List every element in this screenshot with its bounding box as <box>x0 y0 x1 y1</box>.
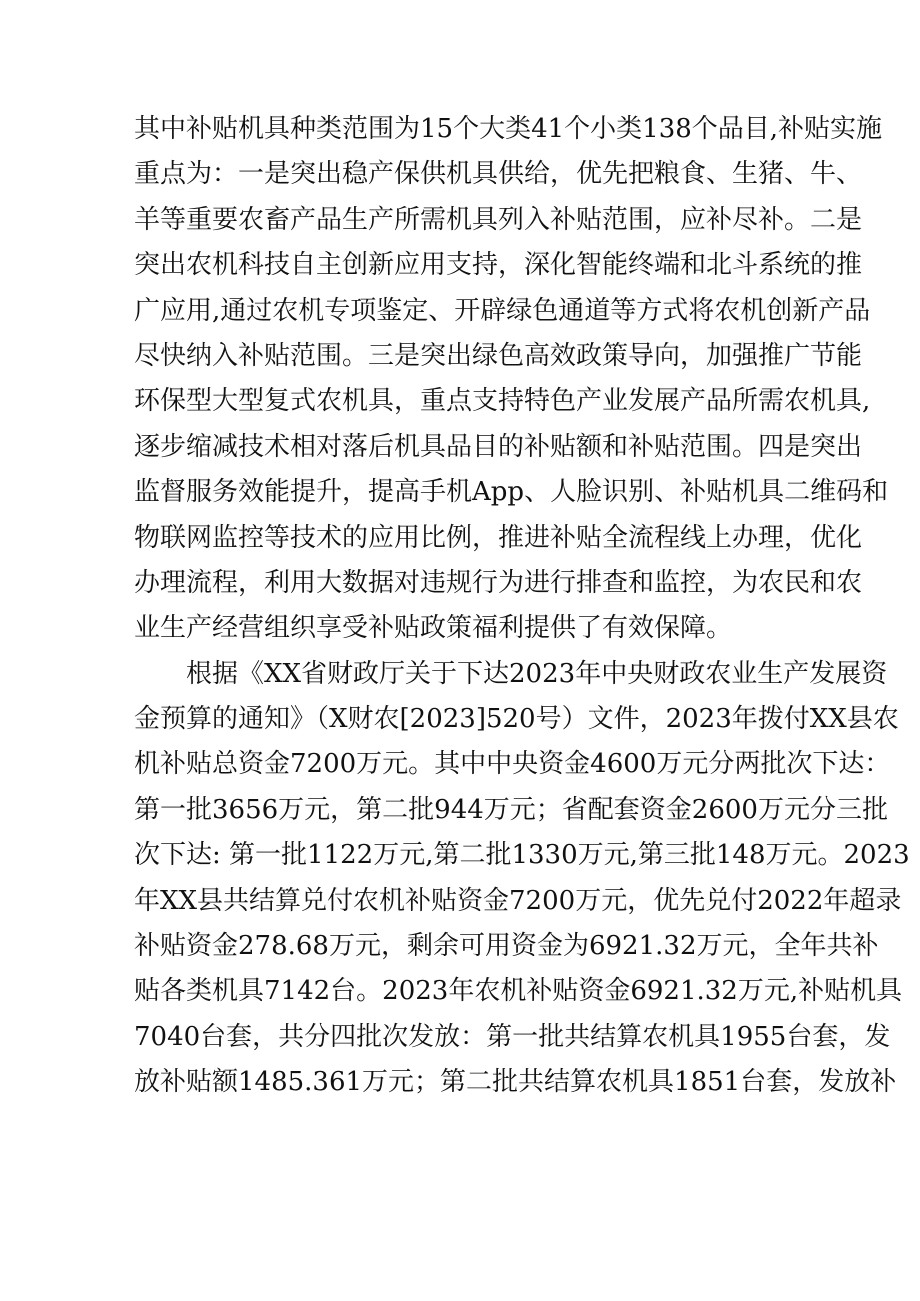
text-line: 广应用,通过农机专项鉴定、开辟绿色通道等方式将农机创新产品 <box>134 295 871 326</box>
paragraph-funding-details <box>134 652 910 1106</box>
text-line: 重点为：一是突出稳产保供机具供给，优先把粮食、生猪、牛、 <box>134 159 863 190</box>
text-line: 年XX县共结算兑付农机补贴资金7200万元，优先兑付2022年超录 <box>134 885 902 916</box>
text-line: 放补贴额1485.361万元；第二批共结算农机具1851台套，发放补 <box>134 1067 897 1098</box>
text-line: 根据《XX省财政厅关于下达2023年中央财政农业生产发展资 <box>186 658 888 689</box>
text-line: 环保型大型复式农机具，重点支持特色产业发展产品所需农机具, <box>134 386 871 417</box>
text-line: 业生产经营组织享受补贴政策福利提供了有效保障。 <box>134 613 733 644</box>
text-line: 次下达: 第一批1122万元,第二批1330万元,第三批148万元。2023 <box>134 840 910 871</box>
text-line: 突出农机科技自主创新应用支持，深化智能终端和北斗系统的推 <box>134 250 863 281</box>
text-line: 金预算的通知》（X财农[2023]520号）文件，2023年拨付XX县农 <box>134 704 899 735</box>
text-line: 贴各类机具7142台。2023年农机补贴资金6921.32万元,补贴机具 <box>134 976 903 1007</box>
text-line: 逐步缩减技术相对落后机具品目的补贴额和补贴范围。四是突出 <box>134 431 863 462</box>
text-line: 第一批3656万元，第二批944万元；省配套资金2600万元分三批 <box>134 794 888 825</box>
text-line: 尽快纳入补贴范围。三是突出绿色高效政策导向，加强推广节能 <box>134 340 863 371</box>
text-line: 监督服务效能提升，提高手机App、人脸识别、补贴机具二维码和 <box>134 477 889 508</box>
document-body <box>134 107 910 1106</box>
text-line: 补贴资金278.68万元，剩余可用资金为6921.32万元，全年共补 <box>134 931 879 962</box>
paragraph-subsidy-focus <box>134 107 889 652</box>
text-line: 办理流程，利用大数据对违规行为进行排查和监控，为农民和农 <box>134 567 863 598</box>
text-line: 羊等重要农畜产品生产所需机具列入补贴范围，应补尽补。二是 <box>134 204 863 235</box>
text-line: 7040台套，共分四批次发放：第一批共结算农机具1955台套，发 <box>134 1021 891 1052</box>
text-line: 物联网监控等技术的应用比例，推进补贴全流程线上办理，优化 <box>134 522 863 553</box>
text-line: 机补贴总资金7200万元。其中中央资金4600万元分两批次下达： <box>134 749 891 780</box>
text-line: 其中补贴机具种类范围为15个大类41个小类138个品目,补贴实施 <box>134 114 883 144</box>
